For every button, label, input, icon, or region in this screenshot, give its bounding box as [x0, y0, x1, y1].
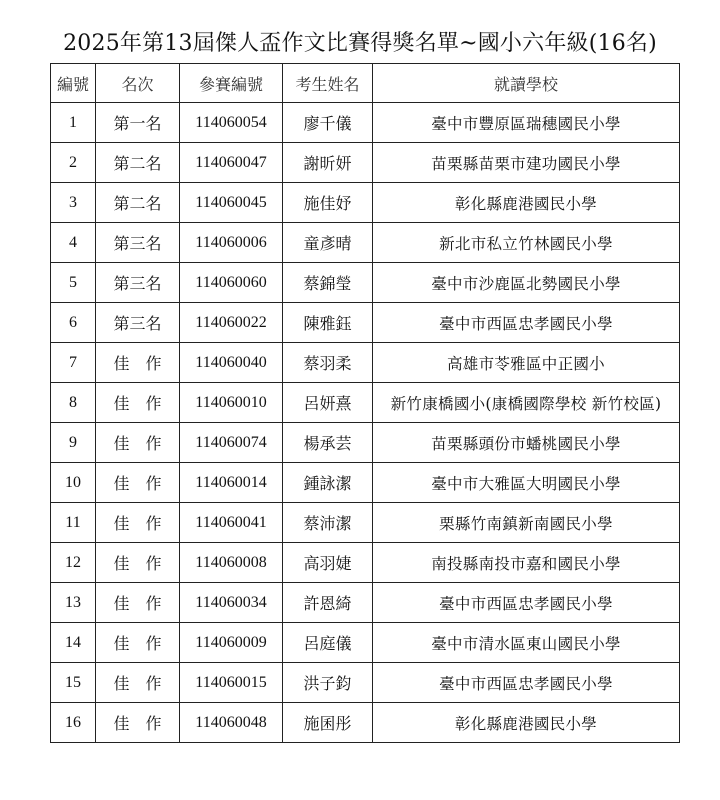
- cell-entry-id: 114060015: [180, 663, 283, 703]
- cell-rank: 佳 作: [96, 423, 180, 463]
- cell-serial: 7: [51, 343, 96, 383]
- cell-entry-id: 114060048: [180, 703, 283, 743]
- cell-serial: 5: [51, 263, 96, 303]
- cell-entry-id: 114060054: [180, 103, 283, 143]
- cell-name: 施佳妤: [283, 183, 373, 223]
- cell-rank: 佳 作: [96, 343, 180, 383]
- cell-rank: 佳 作: [96, 703, 180, 743]
- header-entry-id: 參賽編號: [180, 64, 283, 103]
- cell-serial: 11: [51, 503, 96, 543]
- table-row: [51, 183, 680, 223]
- cell-entry-id: 114060014: [180, 463, 283, 503]
- cell-serial: 1: [51, 103, 96, 143]
- cell-entry-id: 114060022: [180, 303, 283, 343]
- cell-rank: 佳 作: [96, 383, 180, 423]
- cell-rank: 第二名: [96, 183, 180, 223]
- table-row: [51, 463, 680, 503]
- cell-name: 許恩綺: [283, 583, 373, 623]
- cell-school: 彰化縣鹿港國民小學: [373, 703, 680, 743]
- cell-serial: 12: [51, 543, 96, 583]
- cell-entry-id: 114060047: [180, 143, 283, 183]
- cell-school: 栗縣竹南鎮新南國民小學: [373, 503, 680, 543]
- table-row: [51, 543, 680, 583]
- cell-rank: 佳 作: [96, 583, 180, 623]
- cell-serial: 6: [51, 303, 96, 343]
- table-row: [51, 623, 680, 663]
- table-header-row: [51, 64, 680, 103]
- header-name: 考生姓名: [283, 64, 373, 103]
- cell-rank: 佳 作: [96, 503, 180, 543]
- cell-rank: 佳 作: [96, 463, 180, 503]
- cell-rank: 第三名: [96, 263, 180, 303]
- cell-serial: 4: [51, 223, 96, 263]
- cell-rank: 佳 作: [96, 663, 180, 703]
- cell-school: 新北市私立竹林國民小學: [373, 223, 680, 263]
- cell-name: 呂庭儀: [283, 623, 373, 663]
- header-rank: 名次: [96, 64, 180, 103]
- table-body: [51, 103, 680, 743]
- cell-name: 蔡錦瑩: [283, 263, 373, 303]
- cell-school: 新竹康橋國小(康橋國際學校 新竹校區): [373, 383, 680, 423]
- table-row: [51, 703, 680, 743]
- table-row: [51, 303, 680, 343]
- cell-school: 臺中市沙鹿區北勢國民小學: [373, 263, 680, 303]
- document-title: 2025年第13屆傑人盃作文比賽得獎名單~國小六年級(16名): [63, 31, 657, 56]
- cell-school: 臺中市大雅區大明國民小學: [373, 463, 680, 503]
- cell-entry-id: 114060045: [180, 183, 283, 223]
- cell-school: 南投縣南投市嘉和國民小學: [373, 543, 680, 583]
- cell-school: 臺中市西區忠孝國民小學: [373, 663, 680, 703]
- cell-entry-id: 114060008: [180, 543, 283, 583]
- table-row: [51, 143, 680, 183]
- table-row: [51, 383, 680, 423]
- cell-name: 謝昕妍: [283, 143, 373, 183]
- cell-rank: 第一名: [96, 103, 180, 143]
- cell-entry-id: 114060060: [180, 263, 283, 303]
- table-row: [51, 343, 680, 383]
- table-row: [51, 503, 680, 543]
- cell-school: 苗栗縣苗栗市建功國民小學: [373, 143, 680, 183]
- cell-school: 臺中市西區忠孝國民小學: [373, 583, 680, 623]
- cell-name: 蔡羽柔: [283, 343, 373, 383]
- cell-name: 鍾詠潔: [283, 463, 373, 503]
- cell-school: 高雄市苓雅區中正國小: [373, 343, 680, 383]
- table-row: [51, 103, 680, 143]
- cell-serial: 15: [51, 663, 96, 703]
- table-row: [51, 583, 680, 623]
- cell-name: 陳雅鈺: [283, 303, 373, 343]
- cell-school: 臺中市豐原區瑞穗國民小學: [373, 103, 680, 143]
- cell-serial: 9: [51, 423, 96, 463]
- cell-school: 臺中市西區忠孝國民小學: [373, 303, 680, 343]
- cell-serial: 10: [51, 463, 96, 503]
- cell-entry-id: 114060010: [180, 383, 283, 423]
- cell-rank: 佳 作: [96, 623, 180, 663]
- table-row: [51, 223, 680, 263]
- table-row: [51, 423, 680, 463]
- cell-rank: 第二名: [96, 143, 180, 183]
- cell-rank: 第三名: [96, 223, 180, 263]
- cell-name: 洪子鈞: [283, 663, 373, 703]
- cell-serial: 16: [51, 703, 96, 743]
- cell-name: 施囷彤: [283, 703, 373, 743]
- cell-serial: 14: [51, 623, 96, 663]
- cell-rank: 第三名: [96, 303, 180, 343]
- cell-school: 臺中市清水區東山國民小學: [373, 623, 680, 663]
- cell-entry-id: 114060041: [180, 503, 283, 543]
- cell-rank: 佳 作: [96, 543, 180, 583]
- table-row: [51, 663, 680, 703]
- awards-table: [50, 63, 680, 743]
- cell-school: 苗栗縣頭份市蟠桃國民小學: [373, 423, 680, 463]
- cell-school: 彰化縣鹿港國民小學: [373, 183, 680, 223]
- cell-entry-id: 114060006: [180, 223, 283, 263]
- header-serial: 編號: [51, 64, 96, 103]
- cell-name: 呂妍熹: [283, 383, 373, 423]
- cell-name: 蔡沛潔: [283, 503, 373, 543]
- cell-name: 高羽婕: [283, 543, 373, 583]
- cell-entry-id: 114060009: [180, 623, 283, 663]
- cell-name: 童彥晴: [283, 223, 373, 263]
- cell-serial: 2: [51, 143, 96, 183]
- cell-entry-id: 114060074: [180, 423, 283, 463]
- cell-serial: 3: [51, 183, 96, 223]
- cell-entry-id: 114060034: [180, 583, 283, 623]
- cell-name: 廖千儀: [283, 103, 373, 143]
- cell-serial: 8: [51, 383, 96, 423]
- cell-serial: 13: [51, 583, 96, 623]
- cell-entry-id: 114060040: [180, 343, 283, 383]
- table-row: [51, 263, 680, 303]
- cell-name: 楊承芸: [283, 423, 373, 463]
- header-school: 就讀學校: [373, 64, 680, 103]
